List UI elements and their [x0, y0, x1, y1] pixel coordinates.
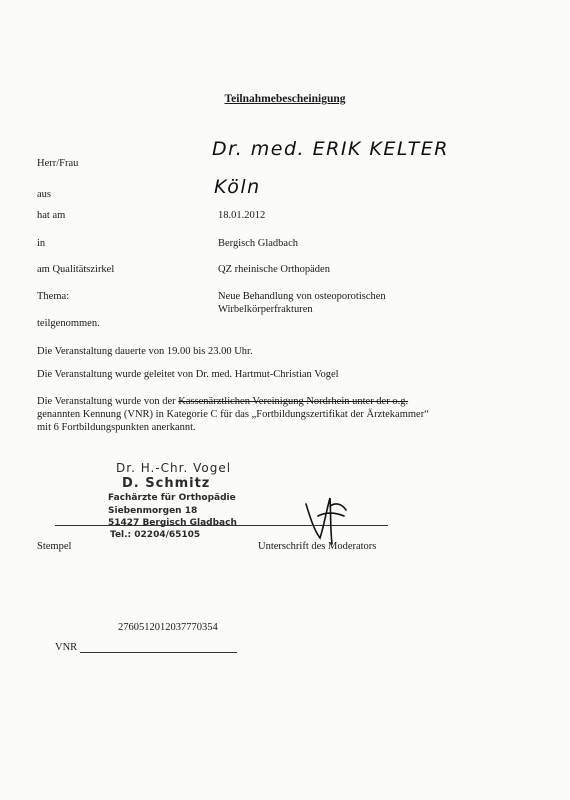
- handwritten-city: Köln: [214, 176, 261, 198]
- stamp-line4: Siebenmorgen 18: [108, 506, 198, 516]
- handwritten-name: Dr. med. ERIK KELTER: [212, 138, 449, 160]
- stamp-line: [55, 525, 290, 526]
- label-quality-circle: am Qualitätszirkel: [37, 264, 115, 275]
- recognition-line1-plain: Die Veranstaltung wurde von der: [37, 396, 179, 407]
- led-by-text: Die Veranstaltung wurde geleitet von Dr. med. Hartmut-Christian Vogel: [37, 369, 339, 380]
- participated-text: teilgenommen.: [37, 318, 100, 329]
- recognition-line1-struck: Kassenärztlichen Vereinigung Nordrhein unter der o.g.: [178, 396, 409, 407]
- label-place: in: [37, 238, 46, 249]
- vnr-label: VNR: [55, 642, 78, 653]
- stamp-line3: Fachärzte für Orthopädie: [108, 493, 236, 503]
- stamp-line6: Tel.: 02204/65105: [110, 530, 201, 540]
- stamp-line2: D. Schmitz: [122, 476, 211, 491]
- stempel-label: Stempel: [37, 541, 72, 552]
- stamp-line1: Dr. H.-Chr. Vogel: [116, 461, 232, 475]
- recognition-line2: genannten Kennung (VNR) in Kategorie C für das „Fortbildungszertifikat der Ärztekammer“: [37, 409, 429, 420]
- signature-label: Unterschrift des Moderators: [258, 541, 377, 552]
- value-topic-line1: Neue Behandlung von osteoporotischen: [218, 291, 386, 302]
- stamp-line5: 51427 Bergisch Gladbach: [108, 518, 237, 528]
- label-city: aus: [37, 189, 51, 200]
- document-title: Teilnahmebescheinigung: [224, 93, 346, 105]
- value-quality-circle: QZ rheinische Orthopäden: [218, 264, 330, 275]
- label-date: hat am: [37, 210, 66, 221]
- value-place: Bergisch Gladbach: [218, 238, 298, 249]
- vnr-number: 2760512012037770354: [118, 622, 218, 633]
- label-name: Herr/Frau: [37, 158, 79, 169]
- recognition-line3: mit 6 Fortbildungspunkten anerkannt.: [37, 422, 196, 433]
- vnr-line: [80, 652, 237, 653]
- value-date: 18.01.2012: [218, 210, 266, 221]
- value-topic-line2: Wirbelkörperfrakturen: [218, 304, 313, 315]
- label-topic: Thema:: [37, 291, 70, 302]
- recognition-line1: [37, 396, 408, 407]
- duration-text: Die Veranstaltung dauerte von 19.00 bis 23.00 Uhr.: [37, 346, 253, 357]
